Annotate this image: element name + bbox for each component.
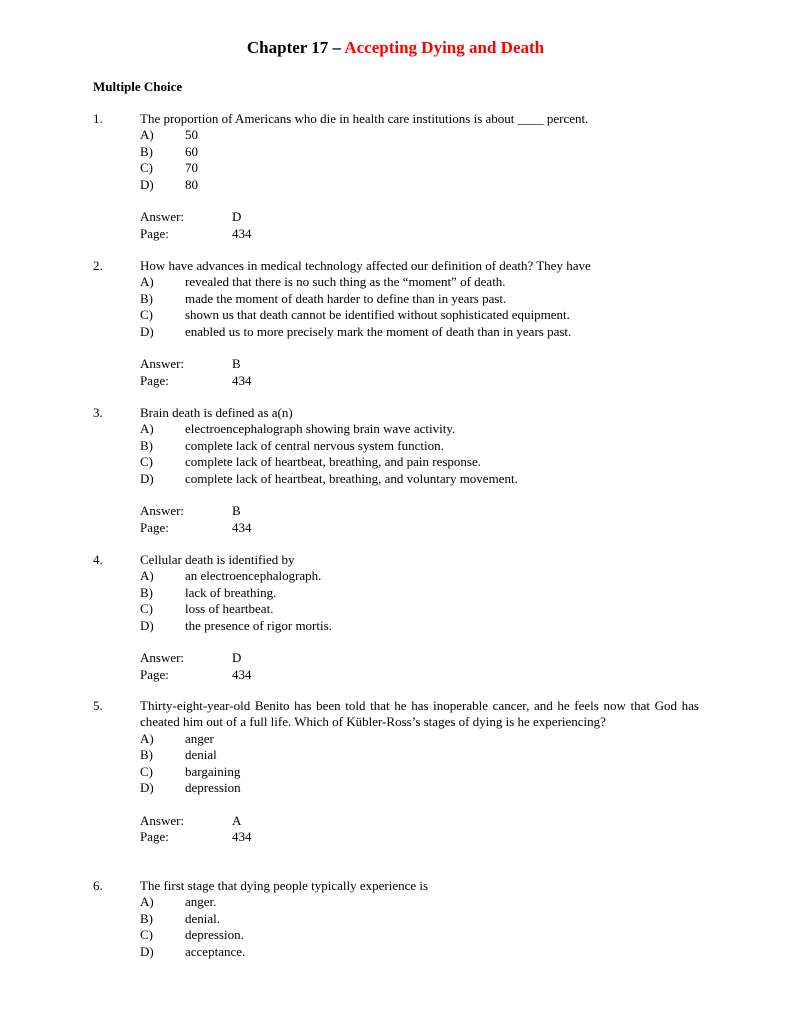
page-label: Page: [140, 519, 169, 535]
option-d [93, 618, 699, 634]
answer-value: D [232, 209, 242, 225]
chapter-title-prefix: Chapter 17 – [246, 38, 345, 57]
option-b [93, 438, 699, 454]
option-letter: C) [140, 763, 153, 779]
option-a [93, 568, 699, 584]
page-label: Page: [140, 372, 169, 388]
question-number: 5. [93, 698, 103, 713]
option-text: 80 [185, 176, 198, 192]
option-text: complete lack of central nervous system function. [185, 437, 444, 453]
page-label: Page: [140, 666, 169, 682]
option-a [93, 127, 699, 143]
option-letter: B) [140, 584, 153, 600]
option-text: bargaining [185, 763, 241, 779]
option-letter: A) [140, 568, 154, 584]
option-text: depression [185, 779, 241, 795]
page-value: 434 [232, 372, 252, 388]
option-letter: C) [140, 307, 153, 323]
answer-row [93, 813, 699, 829]
option-b [93, 291, 699, 307]
option-b [93, 747, 699, 763]
option-c [93, 601, 699, 617]
option-letter: D) [140, 779, 154, 795]
question-stem: Thirty-eight-year-old Benito has been told that he has inoperable cancer, and he feels now that God has cheated him out of a full life. Which of Kübler-Ross’s stages of dying is he experiencing? [140, 698, 699, 730]
page-row [93, 373, 699, 389]
option-a [93, 731, 699, 747]
option-letter: A) [140, 127, 154, 143]
question-1 [93, 111, 699, 242]
option-b [93, 911, 699, 927]
option-letter: B) [140, 910, 153, 926]
answer-row [93, 503, 699, 519]
option-letter: A) [140, 421, 154, 437]
page-row [93, 667, 699, 683]
question-2 [93, 258, 699, 389]
question-number: 1. [93, 111, 103, 126]
option-c [93, 454, 699, 470]
option-c [93, 307, 699, 323]
option-text: made the moment of death harder to define than in years past. [185, 290, 507, 306]
page-value: 434 [232, 829, 252, 845]
option-text: anger. [185, 894, 217, 910]
question-number: 2. [93, 258, 103, 273]
option-text: complete lack of heartbeat, breathing, and voluntary movement. [185, 470, 518, 486]
answer-value: B [232, 356, 241, 372]
question-stem: The proportion of Americans who die in health care institutions is about ____ percent. [140, 111, 589, 126]
option-b [93, 585, 699, 601]
question-stem: How have advances in medical technology affected our definition of death? They have [140, 258, 591, 273]
question-stem: Cellular death is identified by [140, 552, 295, 567]
option-text: 70 [185, 160, 198, 176]
option-text: enabled us to more precisely mark the moment of death than in years past. [185, 323, 572, 339]
option-letter: B) [140, 747, 153, 763]
option-letter: A) [140, 894, 154, 910]
answer-value: B [232, 503, 241, 519]
option-c [93, 764, 699, 780]
option-letter: C) [140, 927, 153, 943]
option-text: loss of heartbeat. [185, 601, 274, 617]
option-letter: C) [140, 454, 153, 470]
option-letter: B) [140, 143, 153, 159]
option-a [93, 421, 699, 437]
option-letter: A) [140, 730, 154, 746]
question-number: 4. [93, 552, 103, 567]
question-4 [93, 552, 699, 683]
option-text: complete lack of heartbeat, breathing, and pain response. [185, 454, 481, 470]
answer-label: Answer: [140, 209, 185, 225]
option-text: shown us that death cannot be identified without sophisticated equipment. [185, 307, 570, 323]
question-3 [93, 405, 699, 536]
option-d [93, 177, 699, 193]
chapter-title-highlight: Accepting Dying and Death [344, 38, 545, 57]
option-letter: B) [140, 290, 153, 306]
option-d [93, 471, 699, 487]
option-b [93, 144, 699, 160]
answer-label: Answer: [140, 356, 185, 372]
option-letter: D) [140, 176, 154, 192]
option-letter: D) [140, 943, 154, 959]
option-text: 60 [185, 143, 198, 159]
question-number: 6. [93, 878, 103, 893]
answer-value: D [232, 650, 242, 666]
option-letter: D) [140, 617, 154, 633]
option-d [93, 324, 699, 340]
page-value: 434 [232, 225, 252, 241]
question-number: 3. [93, 405, 103, 420]
page-row [93, 520, 699, 536]
option-c [93, 160, 699, 176]
page-row [93, 226, 699, 242]
answer-value: A [232, 812, 242, 828]
option-letter: D) [140, 323, 154, 339]
answer-label: Answer: [140, 812, 185, 828]
chapter-title [0, 38, 791, 58]
option-text: acceptance. [185, 943, 246, 959]
page-value: 434 [232, 666, 252, 682]
option-text: anger [185, 730, 214, 746]
option-text: denial [185, 747, 217, 763]
answer-row [93, 650, 699, 666]
question-stem: Brain death is defined as a(n) [140, 405, 293, 420]
page-row [93, 829, 699, 845]
option-letter: C) [140, 601, 153, 617]
option-text: an electroencephalograph. [185, 568, 322, 584]
answer-label: Answer: [140, 650, 185, 666]
question-stem: The first stage that dying people typically experience is [140, 878, 429, 893]
option-letter: B) [140, 437, 153, 453]
question-6 [93, 878, 699, 960]
option-letter: A) [140, 274, 154, 290]
option-d [93, 944, 699, 960]
answer-row [93, 209, 699, 225]
answer-row [93, 356, 699, 372]
option-text: revealed that there is no such thing as the “moment” of death. [185, 274, 506, 290]
option-text: depression. [185, 927, 244, 943]
page-label: Page: [140, 829, 169, 845]
option-letter: C) [140, 160, 153, 176]
option-text: lack of breathing. [185, 584, 277, 600]
answer-label: Answer: [140, 503, 185, 519]
option-text: denial. [185, 910, 221, 926]
option-text: the presence of rigor mortis. [185, 617, 332, 633]
question-5 [93, 698, 699, 846]
option-c [93, 927, 699, 943]
page-label: Page: [140, 225, 169, 241]
option-d [93, 780, 699, 796]
option-letter: D) [140, 470, 154, 486]
option-text: 50 [185, 127, 198, 143]
option-text: electroencephalograph showing brain wave activity. [185, 421, 456, 437]
option-a [93, 274, 699, 290]
section-heading: Multiple Choice [93, 79, 183, 94]
page-value: 434 [232, 519, 252, 535]
option-a [93, 894, 699, 910]
